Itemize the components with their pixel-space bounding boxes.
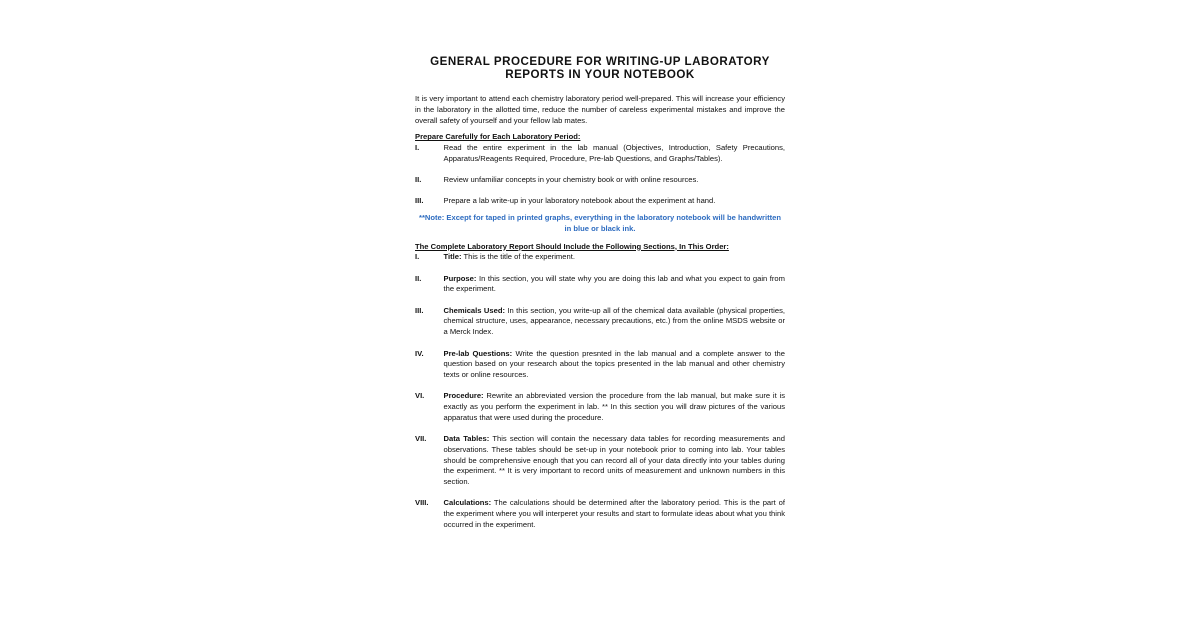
item-number: II. — [415, 273, 422, 283]
item-number: VIII. — [415, 498, 429, 508]
item-description: In this section, you write-up all of the chemical data available (physical properties, chemical structure, uses, appearance, necessary precautions, etc.) from the online MSDS website or a Merck Index. — [443, 305, 785, 337]
list-item — [415, 306, 785, 338]
item-label: Chemicals Used: — [443, 305, 505, 315]
list-item — [415, 498, 785, 530]
item-text — [444, 391, 786, 423]
item-label: Procedure: — [443, 391, 484, 401]
item-number: VI. — [415, 391, 425, 401]
item-description: Write the question presnted in the lab manual and a complete answer to the question based on your research about the topics presented in the lab manual and other chemistry texts or online resources. — [443, 348, 786, 379]
item-text — [444, 498, 786, 530]
list-item — [415, 143, 785, 164]
list-item — [415, 196, 785, 207]
item-label: Data Tables: — [443, 434, 490, 444]
item-text: Prepare a lab write-up in your laboratory notebook about the experiment at hand. — [443, 196, 716, 206]
handwritten-note: **Note: Except for taped in printed graphs, everything in the laboratory notebook will be handwritten in blue or black ink. — [418, 213, 781, 233]
item-label: Purpose: — [443, 273, 477, 283]
item-text — [444, 349, 786, 381]
item-label: Calculations: — [443, 498, 492, 508]
item-description: The calculations should be determined after the laboratory period. This is the part of the experiment where you will interperet your results and start to formulate ideas about what you think occurred in the experiment. — [443, 498, 785, 529]
item-text: Read the entire experiment in the lab manual (Objectives, Introduction, Safety Precautions, Apparatus/Reagents Required, Procedure, Pre-lab Questions, and Graphs/Tables). — [443, 143, 785, 163]
item-description: Rewrite an abbreviated version the procedure from the lab manual, but make sure it is exactly as you perform the experiment in lab. ** In this section you will draw pictures of the various apparatus that were used during the procedure. — [443, 391, 785, 422]
list-item — [415, 349, 785, 381]
item-label: Pre-lab Questions: — [443, 348, 513, 358]
document-title: GENERAL PROCEDURE FOR WRITING-UP LABORATORY REPORTS IN YOUR NOTEBOOK — [430, 55, 770, 81]
item-text — [444, 274, 786, 295]
list-item — [415, 391, 785, 423]
section-heading-report: The Complete Laboratory Report Should Include the Following Sections, In This Order: — [415, 241, 729, 251]
item-number: III. — [415, 305, 424, 315]
item-number: I. — [415, 252, 420, 262]
item-text — [444, 306, 786, 338]
item-number: IV. — [415, 348, 424, 358]
list-item — [415, 274, 785, 295]
list-item — [415, 252, 785, 263]
list-item — [415, 175, 785, 186]
document-page — [415, 56, 785, 530]
item-number: VII. — [415, 434, 427, 444]
item-number: II. — [415, 175, 422, 185]
item-description: In this section, you will state why you are doing this lab and what you expect to gain from the experiment. — [443, 273, 785, 294]
item-number: III. — [415, 196, 424, 206]
item-text — [444, 434, 786, 488]
item-number: I. — [415, 143, 420, 152]
intro-paragraph: It is very important to attend each chemistry laboratory period well-prepared. This will increase your efficiency in the laboratory in the allotted time, reduce the number of careless experimental mistakes and improve the overall safety of yourself and your fellow lab mates. — [415, 94, 785, 125]
section-heading-prepare: Prepare Carefully for Each Laboratory Period: — [415, 132, 581, 142]
item-text — [444, 252, 786, 263]
item-label: Title: — [443, 252, 462, 262]
item-description: This section will contain the necessary data tables for recording measurements and observations. These tables should be set-up in your notebook prior to coming into lab. Your tables should be comprehensive enough that you can record all of your data directly into your tables during the experiment. ** It is very important to record units of measurement and unknown numbers in this section. — [443, 434, 785, 486]
item-text: Review unfamiliar concepts in your chemistry book or with online resources. — [443, 175, 699, 185]
item-description: This is the title of the experiment. — [463, 252, 575, 262]
list-item — [415, 434, 785, 488]
